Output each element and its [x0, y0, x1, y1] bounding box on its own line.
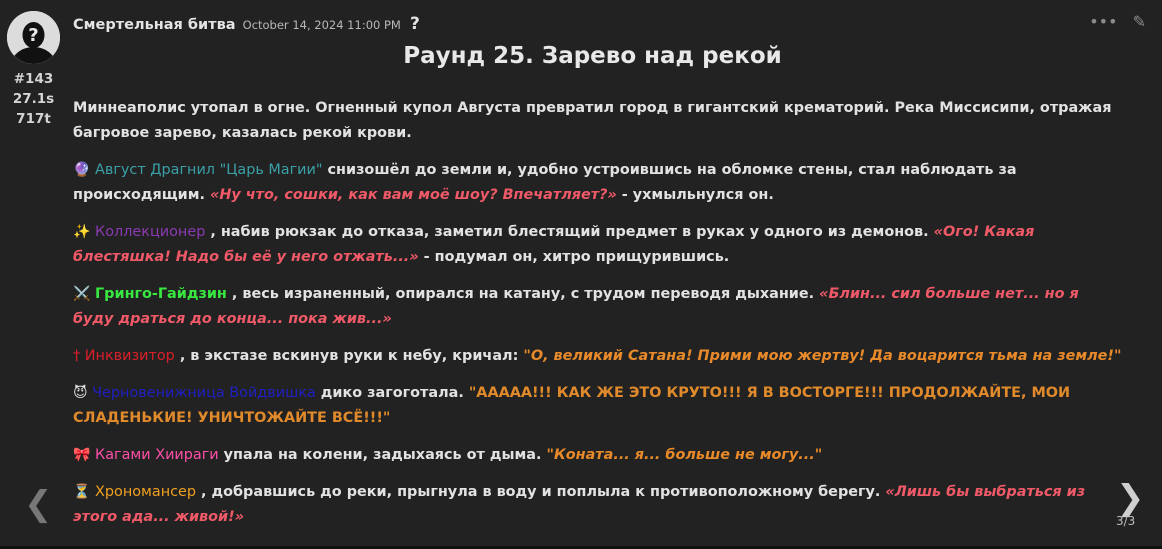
- dagger-icon: †: [73, 348, 81, 364]
- page-indicator: 3/3: [1116, 514, 1136, 528]
- character-quote: «Ого! Какая блестяшка! Надо бы её у него отжать...»: [73, 224, 1035, 265]
- chevron-right-icon[interactable]: ❯: [1116, 478, 1145, 518]
- paragraph-text: дико загоготала.: [315, 385, 469, 401]
- pencil-icon[interactable]: ✎: [1132, 12, 1146, 31]
- crossed-swords-icon: ⚔️: [73, 286, 91, 302]
- character-quote: «Блин... сил больше нет... но я буду драться до конца... пока жив...»: [73, 286, 1079, 327]
- paragraph-kagami: [73, 443, 1123, 468]
- post-stats: [7, 69, 60, 129]
- generation-time: 27.1s: [12, 91, 55, 107]
- chevron-left-icon[interactable]: ❮: [24, 484, 53, 524]
- paragraph-tail: - ухмыльнулся он.: [616, 187, 774, 203]
- character-quote: «Лишь бы выбраться из этого ада... живой!»: [73, 484, 1086, 525]
- paragraph-text: , набив рюкзак до отказа, заметил блестящий предмет в руках у одного из демонов.: [205, 224, 934, 240]
- question-mark: ?: [409, 14, 420, 34]
- ribbon-icon: 🎀: [73, 447, 91, 463]
- paragraph-gringo: [73, 282, 1123, 332]
- author-name[interactable]: Смертельная битва: [73, 17, 236, 33]
- paragraph-inkvizitor: [73, 344, 1123, 369]
- paragraph-text: Миннеаполис утопал в огне. Огненный купол Августа превратил город в гигантский крематорий. Река Миссисипи, отражая багровое зарево, казалась рекой крови.: [73, 100, 1112, 141]
- paragraph-text: , весь израненный, опирался на катану, с трудом переводя дыхание.: [226, 286, 820, 302]
- paragraph-avgust: [73, 158, 1123, 208]
- character-quote: «Ну что, сошки, как вам моё шоу? Впечатляет?»: [210, 187, 617, 203]
- character-name: Гринго-Гайдзин: [95, 286, 227, 302]
- post-date: October 14, 2024 11:00 PM: [242, 18, 401, 32]
- paragraph-chernoknizhnica: [73, 381, 1123, 431]
- post-title: Раунд 25. Зарево над рекой: [403, 43, 782, 69]
- character-name: Август Драгнил "Царь Магии": [95, 162, 323, 178]
- paragraph-tail: - подумал он, хитро прищурившись.: [418, 249, 730, 265]
- character-quote: "О, великий Сатана! Прими мою жертву! Да воцарится тьма на земле!": [523, 348, 1122, 364]
- character-name: Инквизитор: [84, 348, 175, 364]
- crystal-ball-icon: 🔮: [73, 162, 91, 178]
- hourglass-icon: ⏳: [73, 484, 91, 500]
- paragraph-text: , добравшись до реки, прыгнула в воду и поплыла к противоположному берегу.: [196, 484, 886, 500]
- character-name: Коллекционер: [95, 224, 206, 240]
- paragraph-text: упала на колени, задыхаясь от дыма.: [218, 447, 547, 463]
- devil-face-icon: 😈: [73, 385, 88, 401]
- post-header: [73, 14, 420, 34]
- paragraph-text: снизошёл до земли и, удобно устроившись на обломке стены, стал наблюдать за происходящим.: [73, 162, 1017, 203]
- post-tools: [1079, 12, 1146, 31]
- character-name: Черновенижница Войдвишка: [92, 385, 316, 401]
- paragraph-chronomanser: [73, 480, 1123, 530]
- character-name: Кагами Хиираги: [95, 447, 219, 463]
- paragraph-intro: [73, 96, 1123, 146]
- character-name: Хрономансер: [95, 484, 197, 500]
- paragraph-kollekcioner: [73, 220, 1123, 270]
- svg-text:?: ?: [28, 25, 39, 46]
- character-quote: "Коната... я... больше не могу...": [546, 447, 823, 463]
- ellipsis-icon[interactable]: •••: [1089, 12, 1118, 31]
- post-number: #143: [13, 71, 54, 87]
- character-quote: "ААААА!!! КАК ЖЕ ЭТО КРУТО!!! Я В ВОСТОРГЕ!!! ПРОДОЛЖАЙТЕ, МОИ СЛАДЕНЬКИЕ! УНИЧТОЖАЙТЕ ВСЁ!!!": [73, 385, 1071, 426]
- paragraph-text: , в экстазе вскинув руки к небу, кричал:: [174, 348, 524, 364]
- post-content: [73, 96, 1123, 542]
- sparkles-icon: ✨: [73, 224, 91, 240]
- token-count: 717t: [16, 111, 51, 127]
